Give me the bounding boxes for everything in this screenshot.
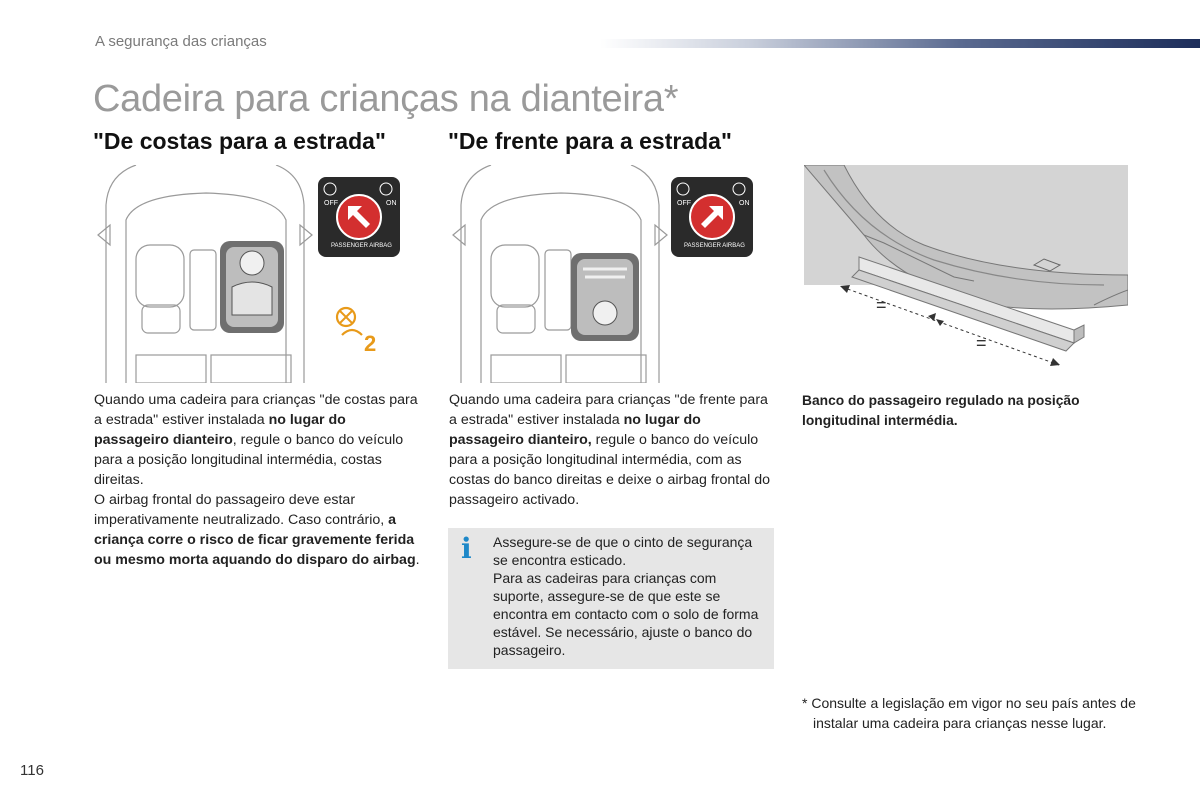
warning-digit: 2 (364, 331, 377, 356)
seat-rail-illustration (804, 165, 1128, 375)
footnote: * Consulte a legislação em vigor no seu país antes de instalar uma cadeira para crianças nesse lugar. (802, 695, 1136, 731)
header-bar (600, 39, 1200, 48)
airbag-off-badge (318, 177, 400, 257)
forward-facing-paragraph-1: Quando uma cadeira para crianças "de frente para a estrada" estiver instalada no lugar do passageiro dianteiro, regule o banco do veículo para a posição longitudinal intermédia, com as costas do banco direitas e deixe o airbag frontal do passageiro activado. (449, 392, 770, 508)
passenger-airbag-label: PASSENGER AIRBAG (331, 243, 392, 249)
equal-mark-2: = (976, 333, 987, 353)
forward-facing-text (449, 390, 771, 510)
rear-facing-paragraph-2: O airbag frontal do passageiro deve estar imperativamente neutralizado. Caso contrário, a criança corre o risco de ficar gravemente ferida ou mesmo morta aquando do disparo do airbag. (94, 492, 420, 568)
airbag-off-label: OFF (324, 200, 338, 207)
airbag-on-label-2: ON (739, 200, 750, 207)
rear-facing-text (94, 390, 424, 570)
rear-facing-paragraph-1: Quando uma cadeira para crianças "de costas para a estrada" estiver instalada no lugar do passageiro dianteiro, regule o banco do veículo para a posição longitudinal intermédia, costas direitas. (94, 392, 418, 488)
heading-rear-facing: "De costas para a estrada" (93, 128, 386, 154)
equal-mark-1: = (876, 295, 887, 315)
heading-forward-facing: "De frente para a estrada" (448, 128, 732, 154)
info-icon: i (461, 532, 472, 565)
airbag-on-label: ON (386, 200, 397, 207)
section-header: A segurança das crianças (95, 33, 267, 50)
airbag-off-label-2: OFF (677, 200, 691, 207)
airbag-on-badge (671, 177, 753, 257)
rear-facing-seat-illustration (96, 165, 408, 383)
page-title: Cadeira para crianças na dianteira* (93, 78, 679, 120)
passenger-airbag-label-2: PASSENGER AIRBAG (684, 243, 745, 249)
info-text: Assegure-se de que o cinto de segurança se encontra esticado. Para as cadeiras para crianças com suporte, assegure-se de que este se encontra em contacto com o solo de forma estável. Se necessário, ajuste o banco do passageiro. (493, 534, 759, 658)
page-number: 116 (20, 762, 44, 779)
forward-facing-seat-illustration (451, 165, 761, 383)
seat-caption: Banco do passageiro regulado na posição longitudinal intermédia. (802, 393, 1080, 428)
airbag-warning-icon (337, 308, 376, 356)
